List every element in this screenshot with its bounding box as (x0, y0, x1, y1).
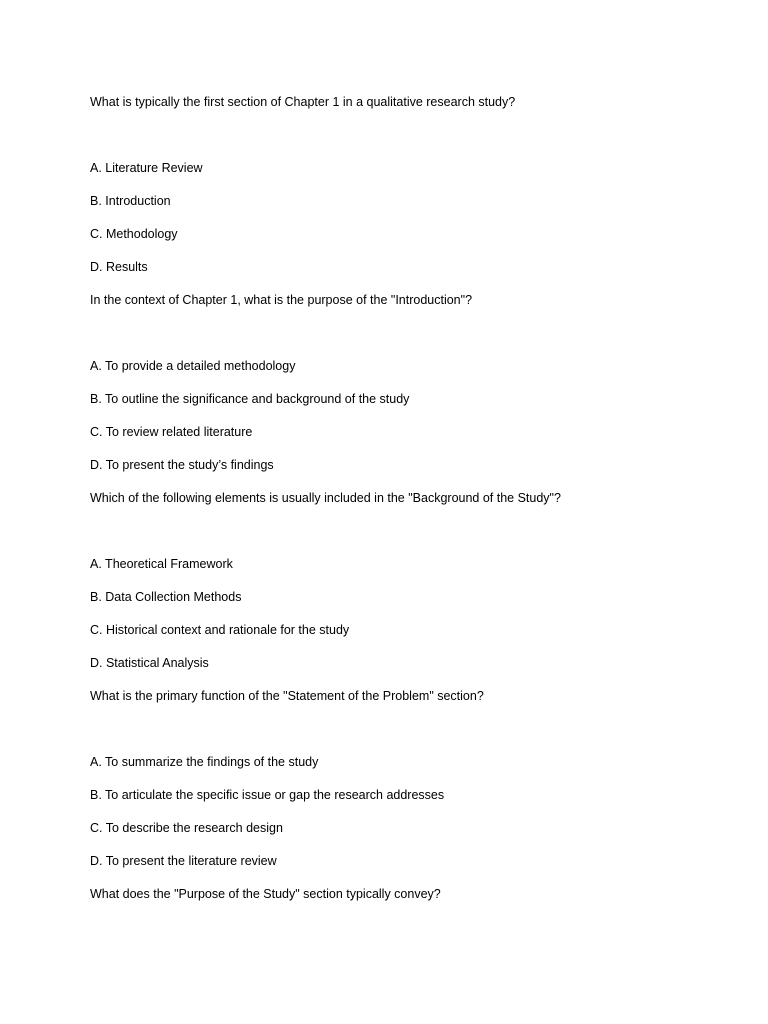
question-3-option-d: D. Statistical Analysis (90, 656, 209, 670)
question-3-option-c: C. Historical context and rationale for the study (90, 623, 350, 637)
question-1-option-c: C. Methodology (90, 227, 178, 241)
question-4-option-a: A. To summarize the findings of the study (90, 755, 319, 769)
question-2: In the context of Chapter 1, what is the purpose of the "Introduction"? (90, 293, 473, 307)
question-3: Which of the following elements is usually included in the "Background of the Study"? (90, 491, 561, 505)
question-2-option-d: D. To present the study’s findings (90, 458, 274, 472)
question-1-option-d: D. Results (90, 260, 148, 274)
question-2-option-b: B. To outline the significance and background of the study (90, 392, 410, 406)
document-body (90, 93, 710, 951)
question-1: What is typically the first section of Chapter 1 in a qualitative research study? (90, 95, 516, 109)
question-3-option-b: B. Data Collection Methods (90, 590, 242, 604)
question-2-option-c: C. To review related literature (90, 425, 253, 439)
question-5: What does the "Purpose of the Study" section typically convey? (90, 887, 441, 901)
question-1-option-a: A. Literature Review (90, 161, 203, 175)
question-4-option-c: C. To describe the research design (90, 821, 283, 835)
question-4-option-d: D. To present the literature review (90, 854, 277, 868)
question-3-option-a: A. Theoretical Framework (90, 557, 233, 571)
question-4: What is the primary function of the "Statement of the Problem" section? (90, 689, 484, 703)
question-4-option-b: B. To articulate the specific issue or gap the research addresses (90, 788, 445, 802)
question-2-option-a: A. To provide a detailed methodology (90, 359, 296, 373)
question-1-option-b: B. Introduction (90, 194, 171, 208)
